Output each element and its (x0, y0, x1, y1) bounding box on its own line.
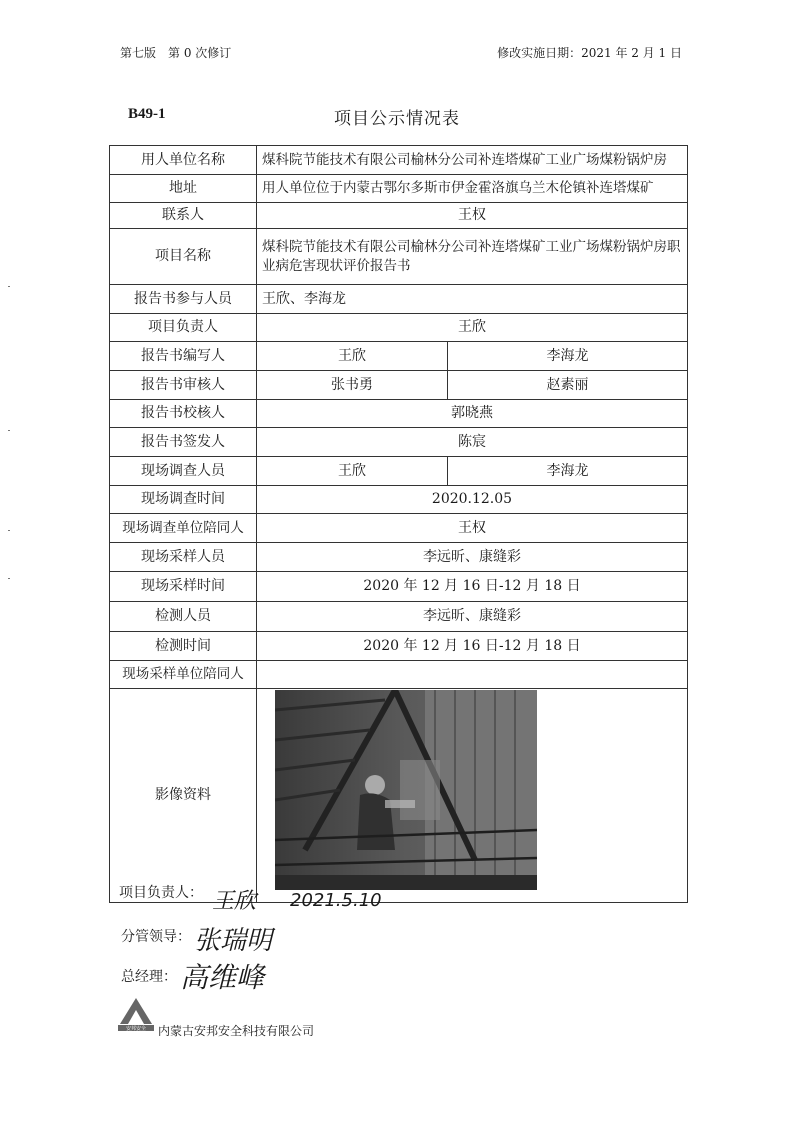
edition-label: 第七版 第 0 次修订 (120, 46, 232, 60)
sampling-time-label: 现场采样时间 (110, 572, 257, 602)
project-info-table (109, 145, 688, 903)
participants-value: 王欣、李海龙 (257, 285, 688, 314)
gm-label: 总经理： (121, 969, 177, 985)
sampling-escort-value (257, 661, 688, 689)
participants-label: 报告书参与人员 (110, 285, 257, 314)
images-label: 影像资料 (110, 689, 257, 903)
manager-signature: 张瑞明 (194, 926, 273, 956)
svg-text:安邦安全: 安邦安全 (125, 1026, 147, 1032)
sampling-time-value: 2020 年 12 月 16 日-12 月 18 日 (257, 572, 688, 602)
sampling-staff-label: 现场采样人员 (110, 543, 257, 572)
writer-1: 王欣 (257, 342, 448, 371)
scan-mark (8, 578, 10, 579)
effective-date: 修改实施日期：2021 年 2 月 1 日 (497, 46, 682, 60)
writer-2: 李海龙 (448, 342, 688, 371)
writers-label: 报告书编写人 (110, 342, 257, 371)
project-name-value: 煤科院节能技术有限公司榆林分公司补连塔煤矿工业广场煤粉锅炉房职业病危害现状评价报告书 (257, 229, 688, 285)
testing-time-label: 检测时间 (110, 632, 257, 661)
project-leader-value: 王欣 (257, 314, 688, 342)
site-photo (275, 690, 537, 890)
proofreader-label: 报告书校核人 (110, 400, 257, 428)
project-leader-label: 项目负责人 (110, 314, 257, 342)
survey-time-value: 2020.12.05 (257, 486, 688, 514)
testing-staff-label: 检测人员 (110, 602, 257, 632)
reviewers-label: 报告书审核人 (110, 371, 257, 400)
address-label: 地址 (110, 175, 257, 203)
reviewer-1: 张书勇 (257, 371, 448, 400)
survey-escort-label: 现场调查单位陪同人 (110, 514, 257, 543)
address-value: 用人单位位于内蒙古鄂尔多斯市伊金霍洛旗乌兰木伦镇补连塔煤矿 (257, 175, 688, 203)
employer-label: 用人单位名称 (110, 146, 257, 175)
survey-escort-value: 王权 (257, 514, 688, 543)
survey-staff-2: 李海龙 (448, 457, 688, 486)
form-title: 项目公示情况表 (334, 109, 460, 129)
issuer-value: 陈宸 (257, 428, 688, 457)
contact-value: 王权 (257, 203, 688, 229)
company-name: 内蒙古安邦安全科技有限公司 (158, 1024, 315, 1038)
leader-date: 2021.5.10 (290, 890, 382, 911)
leader-label: 项目负责人： (119, 885, 203, 901)
employer-value: 煤科院节能技术有限公司榆林分公司补连塔煤矿工业广场煤粉锅炉房 (257, 146, 688, 175)
testing-staff-value: 李远昕、康缝彩 (257, 602, 688, 632)
testing-time-value: 2020 年 12 月 16 日-12 月 18 日 (257, 632, 688, 661)
form-code: B49-1 (128, 106, 166, 122)
reviewer-2: 赵素丽 (448, 371, 688, 400)
proofreader-value: 郭晓燕 (257, 400, 688, 428)
leader-signature: 王欣 (212, 889, 257, 914)
survey-staff-1: 王欣 (257, 457, 448, 486)
sampling-staff-value: 李远昕、康缝彩 (257, 543, 688, 572)
survey-staff-label: 现场调查人员 (110, 457, 257, 486)
gm-signature: 高维峰 (180, 961, 265, 994)
manager-label: 分管领导： (121, 929, 191, 945)
scan-mark (8, 286, 10, 287)
project-name-label: 项目名称 (110, 229, 257, 285)
scan-mark (8, 430, 10, 431)
contact-label: 联系人 (110, 203, 257, 229)
images-cell (257, 689, 688, 903)
scan-mark (8, 530, 10, 531)
issuer-label: 报告书签发人 (110, 428, 257, 457)
company-logo (116, 996, 156, 1032)
sampling-escort-label: 现场采样单位陪同人 (110, 661, 257, 689)
survey-time-label: 现场调查时间 (110, 486, 257, 514)
